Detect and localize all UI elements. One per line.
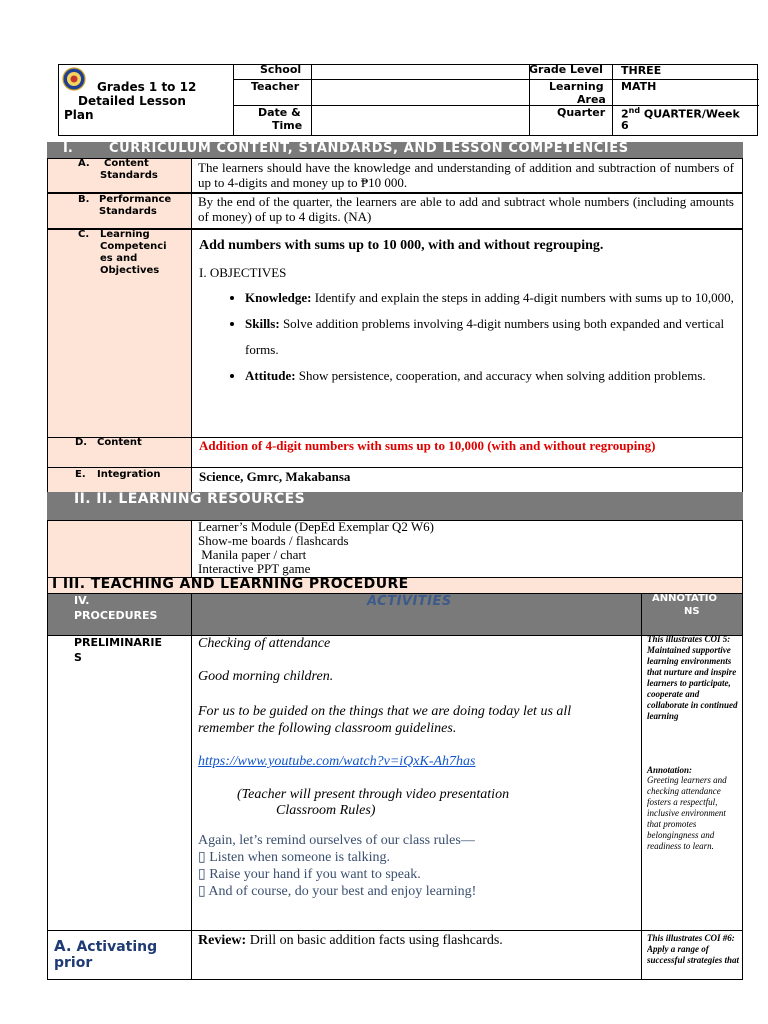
row-label: Integration bbox=[97, 469, 161, 480]
school-field[interactable] bbox=[312, 65, 528, 78]
grade-level-value: THREE bbox=[621, 64, 662, 77]
competency-headline: Add numbers with sums up to 10 000, with and without regrouping. bbox=[199, 238, 604, 253]
resource-item: Show-me boards / flashcards bbox=[198, 533, 349, 548]
time-label: Time bbox=[272, 119, 303, 132]
section-title: II. II. LEARNING RESOURCES bbox=[74, 491, 306, 507]
row-label: Learning bbox=[100, 229, 150, 240]
section-number: I. bbox=[63, 141, 73, 156]
annotations-header: ANNOTATIO bbox=[652, 593, 718, 604]
activating-label: A. Activating bbox=[54, 937, 158, 955]
quarter-value-line2: 6 bbox=[621, 119, 629, 132]
section-title: I III. TEACHING AND LEARNING PROCEDURE bbox=[52, 576, 409, 592]
resource-item: Interactive PPT game bbox=[198, 561, 311, 576]
grade-level-label: Grade Level bbox=[529, 63, 603, 76]
presentation-note-2: Classroom Rules) bbox=[276, 803, 376, 818]
resource-item: Manila paper / chart bbox=[198, 547, 307, 562]
date-label: Date & bbox=[258, 106, 301, 119]
procedure-label-cell bbox=[47, 635, 192, 931]
annotation-text: Greeting learners and checking attendance fosters a respectful, inclusive environment that promotes belongingness and readiness to learn. bbox=[647, 775, 727, 851]
objective-item: • Skills: Solve addition problems involving 4-digit numbers using both expanded and vertical forms. bbox=[245, 311, 739, 363]
procedure-label: PRELIMINARIE bbox=[74, 636, 162, 649]
row-letter: A. bbox=[78, 158, 90, 169]
quarter-value: 2nd QUARTER/Week bbox=[621, 106, 740, 121]
school-label: School bbox=[260, 63, 302, 76]
teacher-field[interactable] bbox=[312, 80, 528, 104]
row-label: Performance bbox=[99, 194, 172, 205]
procedure-label-2: S bbox=[74, 651, 82, 664]
rule-item: ▯ Listen when someone is talking. bbox=[198, 850, 391, 865]
plan-title-line1: Grades 1 to 12 bbox=[97, 80, 197, 94]
performance-standards-text: By the end of the quarter, the learners are able to add and subtract whole numbers (including amounts of money) of up to 4 digits. (NA) bbox=[198, 194, 734, 224]
objectives-heading: I. OBJECTIVES bbox=[199, 265, 287, 280]
row-label: Standards bbox=[99, 206, 157, 217]
learning-area-label-2: Area bbox=[577, 93, 606, 106]
row-label: Competenci bbox=[100, 241, 167, 252]
class-rules bbox=[198, 832, 476, 900]
rules-intro: Again, let’s remind ourselves of our class rules— bbox=[198, 833, 475, 848]
deped-seal-icon bbox=[62, 67, 86, 91]
teacher-label: Teacher bbox=[251, 80, 300, 93]
resources-list bbox=[198, 520, 434, 576]
row-label: Objectives bbox=[100, 265, 160, 276]
rule-item: ▯ And of course, do your best and enjoy learning! bbox=[198, 884, 477, 899]
activities-header: ACTIVITIES bbox=[367, 594, 452, 609]
row-letter: E. bbox=[75, 469, 86, 480]
content-standards-text: The learners should have the knowledge and understanding of addition and subtraction of numbers of up to 4-digits and money up to ₱10 000. bbox=[198, 160, 734, 190]
row-letter: C. bbox=[78, 229, 90, 240]
objective-item: • Attitude: Show persistence, cooperation, and accuracy when solving addition problems. bbox=[245, 363, 739, 389]
learning-area-label: Learning bbox=[549, 80, 604, 93]
row-label: es and bbox=[100, 253, 138, 264]
plan-title-line2: Detailed Lesson bbox=[78, 94, 186, 108]
video-link[interactable]: https://www.youtube.com/watch?v=iQxK-Ah7has bbox=[198, 754, 476, 769]
divider bbox=[612, 65, 613, 135]
procedures-header: IV. bbox=[74, 594, 90, 607]
row-label: Content bbox=[97, 437, 142, 448]
video-link-wrap bbox=[198, 754, 476, 770]
attendance-line: Checking of attendance bbox=[198, 636, 331, 651]
objective-item: • Knowledge: Identify and explain the steps in adding 4-digit numbers with sums up to 10,000, bbox=[245, 285, 739, 311]
activating-label-2: prior bbox=[54, 955, 93, 971]
quarter-label: Quarter bbox=[557, 106, 606, 119]
row-letter: D. bbox=[75, 437, 88, 448]
guidelines-line: For us to be guided on the things that we are doing today let us all remember the following classroom guidelines. bbox=[198, 704, 572, 736]
procedures-header-2: PROCEDURES bbox=[74, 609, 158, 622]
integration-text: Science, Gmrc, Makabansa bbox=[199, 469, 351, 484]
annotation-coi: This illustrates COI #6: Apply a range of successful strategies that bbox=[647, 933, 739, 965]
rule-item: ▯ Raise your hand if you want to speak. bbox=[198, 867, 421, 882]
plan-title-line3: Plan bbox=[64, 108, 94, 122]
review-line: Review: Drill on basic addition facts using flashcards. bbox=[198, 933, 503, 948]
label-cell bbox=[47, 520, 192, 578]
divider bbox=[233, 65, 234, 135]
annotations-header-2: NS bbox=[684, 606, 700, 617]
annotation-coi: This illustrates COI 5: Maintained supportive learning environments that nurture and inspire learners to participate, cooperate and collaborate in continued learning bbox=[647, 634, 738, 721]
section-title: CURRICULUM CONTENT, STANDARDS, AND LESSON COMPETENCIES bbox=[109, 141, 629, 156]
row-letter: B. bbox=[78, 194, 90, 205]
greeting-line: Good morning children. bbox=[198, 669, 334, 684]
resource-item: Learner’s Module (DepEd Exemplar Q2 W6) bbox=[198, 519, 434, 534]
row-label: Standards bbox=[100, 170, 158, 181]
learning-area-value: MATH bbox=[621, 80, 657, 93]
presentation-note: (Teacher will present through video presentation bbox=[237, 787, 510, 802]
content-text: Addition of 4-digit numbers with sums up to 10,000 (with and without regrouping) bbox=[199, 438, 656, 453]
row-label: Content bbox=[104, 158, 149, 169]
objectives-list bbox=[199, 285, 739, 389]
date-field[interactable] bbox=[312, 106, 528, 134]
annotation-label: Annotation: bbox=[647, 765, 693, 775]
